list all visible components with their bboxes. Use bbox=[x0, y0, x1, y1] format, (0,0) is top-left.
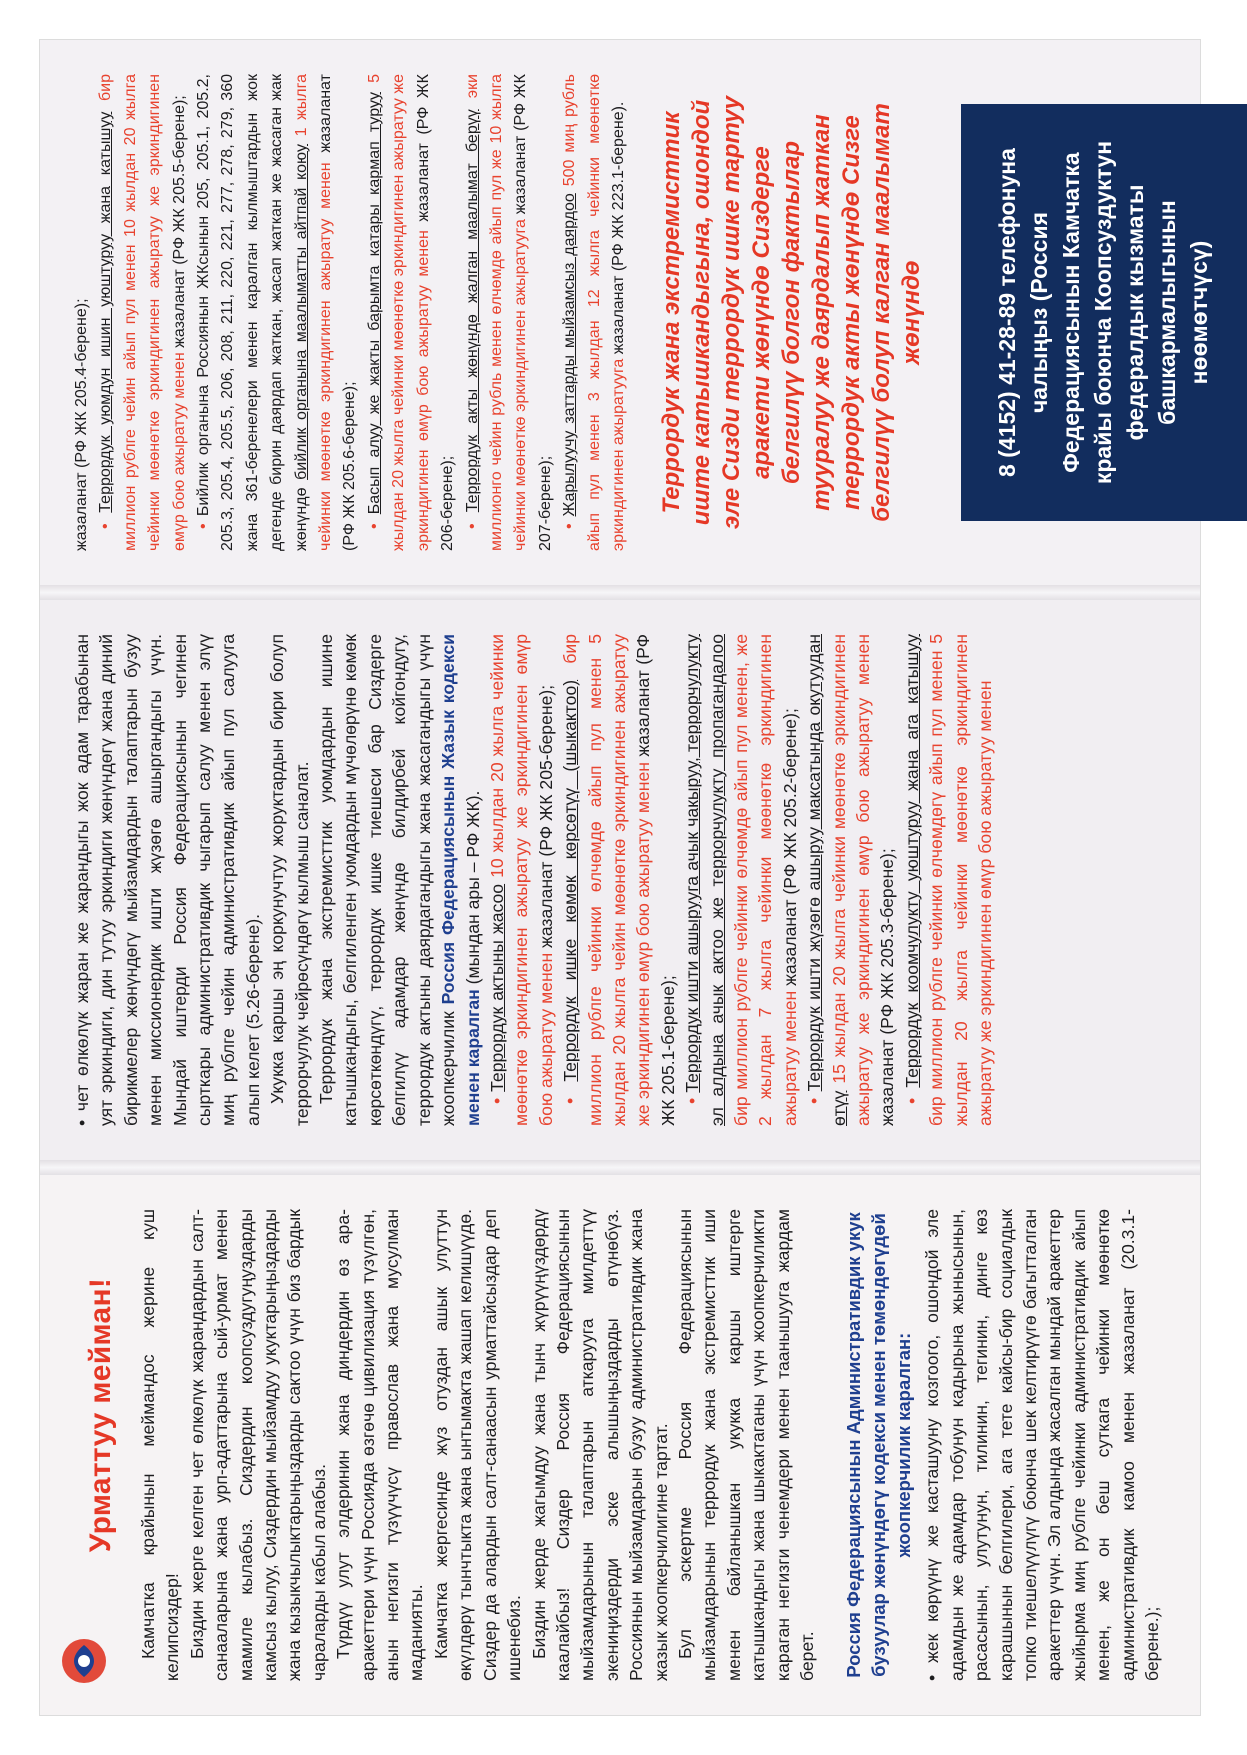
intro-text: Камчатка крайынын меймандос жерине куш келипсиздер! bbox=[138, 1209, 183, 1681]
page-title: Урматтуу мейман! bbox=[84, 1277, 117, 1553]
article-205-3: • Террордук ишти жүзөгө ашыруу максатында окутуудан өтүү 15 жылдан 20 жылга чейинки мөөнөткө эркиндигинен ажыратуу же эркиндигинен өмүр бою ажыратуу менен жазаланат (РФ ЖК 205.3-берене); bbox=[804, 633, 898, 1126]
article-223-1: • Жарылуучу заттарды мыйзамсыз даярдоо 500 миң рубль айып пул менен 3 жылдан 12 жылга чейинки мөөнөткө эркиндигинен ажыратууга жазаланат (РФ ЖК 223.1-берене). bbox=[561, 73, 627, 551]
paragraph-wishes: Биздин жерде жагымдуу жана тынч жүрүүңүздөрдү каалайбыз! Сиздер Россия Федерациясынын мыйзамдарынын талаптарын аткарууга милдеттүү экениңиздерди эске алышыңыздарды өтүнөбүз. Россиянын мыйзамдарын бузуу административдик жана жазык жоопкерчилигине тартат. bbox=[528, 1209, 671, 1681]
paragraph-civilization: Түрдүү улут элдеринин жана диндердин өз ара-аракеттери үчүн Россияда өзгөчө цивилизация түзүлгөн, анын негизги түзүүчүсү православ жана мусулман маданияты. bbox=[333, 1209, 427, 1681]
bullet-hatred: • жек көрүүнү же касташууну козгоого, ошондой эле адамдын же адамдар тобунун кадырына жынысынын, расасынын, улутунун, тилинин, тегинин, динге көз карашынын белгилери, ага тете кайсы-бир социалдык топко тиешелүүлүгү боюнча шек келтирүүгө багытталган аракеттер үчүн. Эл алдында жасалган мындай аракеттер жыйырма миң рублге чейинки административдик айып менен, же он беш суткага чейинки мөөнөткө административдик камоо менен жазаланат (20.3.1-берене.); bbox=[922, 1209, 1163, 1681]
article-207: • Террордук акты жөнүндө жалган маалымат берүү эки миллионго чейин рубль менен өлчөмдө айып пул же 10 жылга чейинки мөөнөткө эркиндигинен ажыратууга жазаланат (РФ ЖК 207-берене); bbox=[463, 74, 554, 551]
bullet-missionary: • чет өлкөлүк жаран же жарандыгы жок адам тарабынан уят эркиндиги, дин тутуу эркиндиги жөнүндөгү жана диний бирикмелер жөнүндөгү мыйзамдардын талаптарын бузуу менен миссионердик ишти жүзөгө ашыргандыгы үчүн. Мындай иштерди Россия Федерациясынын чегинен сырткары административдик чыгарып салуу менен элүү миң рублге чейин административдик айып пул салууга алып келет (5.26-берене). bbox=[72, 634, 263, 1126]
report-callout: Террордук жана экстремисттик иште катышкандыгына, ошондой эле Сизди террордук ишке тартуу аракети жөнүндө Сиздерге белгилүү болгон фактылар тууралуу же даярдалып жаткан террордук акты жөнүндө Сизге белгилүү болуп калган маалымат жөнүндө bbox=[658, 96, 926, 529]
leaflet-sheet bbox=[40, 40, 1213, 1715]
paragraph-liability: Террордук жана экстремисттик уюмдардын ишине катышкандыгы, белгиленген уюмдардын мүчөлөрүнө көмөк көрсөткөндүгү, террордук ишке тиешеси бар Сиздерге белгилүү адамдар жөнүндө билдирбей койгондугу, террордук актыны даярдагандыгы жана жасагандыгы үчүн жоопкерчилик Россия Федерациясынын Жазык кодекси менен каралган (мындан ары – РФ ЖК). bbox=[316, 634, 483, 1126]
fsb-emblem-icon bbox=[58, 1613, 110, 1687]
panel-greeting bbox=[40, 1175, 1200, 1715]
paragraph-purpose: Бул эскертме Россия Федерациясынын мыйзамдарынын террордук жана экстремисттик иши менен байланышкан укукка каршы иштерге катышкандыгы жана шыкактаганы үчүн жоопкерчиликти караган негизги ченемдери менен таанышууга жардам берет. bbox=[674, 1209, 817, 1681]
article-205-5: • Террордук уюмдун ишин уюштуруу жана катышуу бир миллион рублге чейин айып пул менен 10 жылдан 20 жылга чейинки мөөнөткө эркиндигинен ажыратуу же эркиндигинен өмүр бою ажыратуу менен жазаланат (РФ ЖК 205.5-берене); bbox=[97, 73, 188, 551]
article-205-4: • Террордук коомчулукту уюштуруу жана ага катышуу бир миллион рублге чейинки өлчөмдөгү айып пул менен 5 жылдан 20 жылга чейинки мөөнөткө эркиндигинен ажыратуу же эркиндигинен өмүр бою ажыратуу менен bbox=[901, 633, 996, 1126]
panel-criminal-code bbox=[40, 600, 1200, 1160]
article-205-4-end: жазаланат (РФ ЖК 205.4-берене); bbox=[73, 298, 90, 551]
article-205-1: • Террордук ишке көмөк көрсөтүү (шыкактоо) бир миллион рублге чейинки өлчөмдө айып пул менен 5 жылдан 20 жылга чейин мөөнөткө эркиндигинен ажыратуу же эркиндигинен өмүр бою ажыратуу менен жазаланат (РФ ЖК 205.1-берене); bbox=[560, 633, 678, 1126]
panel-penalties-contact bbox=[40, 40, 1213, 585]
rotated-leaflet-content bbox=[40, 40, 1213, 1715]
contact-box: 8 (4152) 41-28-89 телефонуна чалыңыз (Россия Федерациясынын Камчатка крайы боюнча Коопсуздуктун федералдык кызматы башкармалыгынын нөөмөтчүсү) bbox=[961, 104, 1247, 521]
article-205: • Террордук актыны жасоо 10 жылдан 20 жылга чейинки мөөнөткө эркиндигинен ажыратуу же эркиндигинен өмүр бою ажыратуу менен жазаланат (РФ ЖК 205-берене); bbox=[486, 634, 556, 1126]
paragraph-nationalities: Камчатка жергесинде жүз отуздан ашык улуттун өкүлдөрү тынчтыкта жана ынтымакта жашап келишүүдө. Сиздер да алардын салт-санаасын урматтайсыздар деп ишенебиз. bbox=[430, 1209, 525, 1681]
paragraph-respect: Биздин жерге келген чет өлкөлүк жарандардын салт-санааларына жана урп-адаттарына сый-урмат менен мамиле кылабыз. Сиздердин коопсуздугуңуздарды камсыз кылуу, Сиздердин мыйзамдуу укуктарыңыздарды жана кызыкчылыктарыңыздарды сактоо үчүн биз бардык чараларды кабыл алабыз. bbox=[186, 1209, 329, 1681]
paragraph-terror-danger: Укукка каршы эң коркунучтуу жоруктардын бири болуп террорчулук чейрөсүндөгү кылмыш саналат. bbox=[267, 634, 312, 1126]
article-206: • Басып алуу же жакты барымта катары кармап туруу 5 жылдан 20 жылга чейинки мөөнөткө эркиндигинен ажыратуу же эркиндигинен өмүр бою ажыратуу менен жазаланат (РФ ЖК 206-берене); bbox=[365, 74, 457, 551]
fold-line bbox=[40, 1160, 1200, 1175]
article-205-6: • Бийлик органына Россиянын ЖКсынын 205, 205.1, 205.2, 205.3, 205.4, 205.5, 206, 208, 211, 220, 221, 277, 278, 279, 360 жана 361-беренелери менен каралган кылмыштардын жок дегенде бирин даярдап жаткан, жасап жаткан же жасаган жак жөнүндө бийлик органына маалыматты айтпай коюу 1 жылга чейинки мөөнөткө эркиндигинен ажыратуу менен жазаланат (РФ ЖК 205.6-берене); bbox=[195, 73, 359, 551]
fold-line bbox=[40, 585, 1200, 600]
admin-code-heading: Россия Федерациясынын Административдик укук бузуулар жөнүндөгү кодекси менен төмөндөгүдөй жоопкерчилик каралган: bbox=[843, 1212, 915, 1678]
article-205-2: • Террордук ишти ашырууга ачык чакыруу, террорчулукту эл алдына ачык актоо же террорчулукту пропагандалоо бир миллион рублге чейинки өлчөмдө айып пул менен, же 2 жылдан 7 жылга чейинки мөөнөткө эркиндигинен ажыратуу менен жазаланат (РФ ЖК 205.2-берене); bbox=[682, 634, 800, 1126]
